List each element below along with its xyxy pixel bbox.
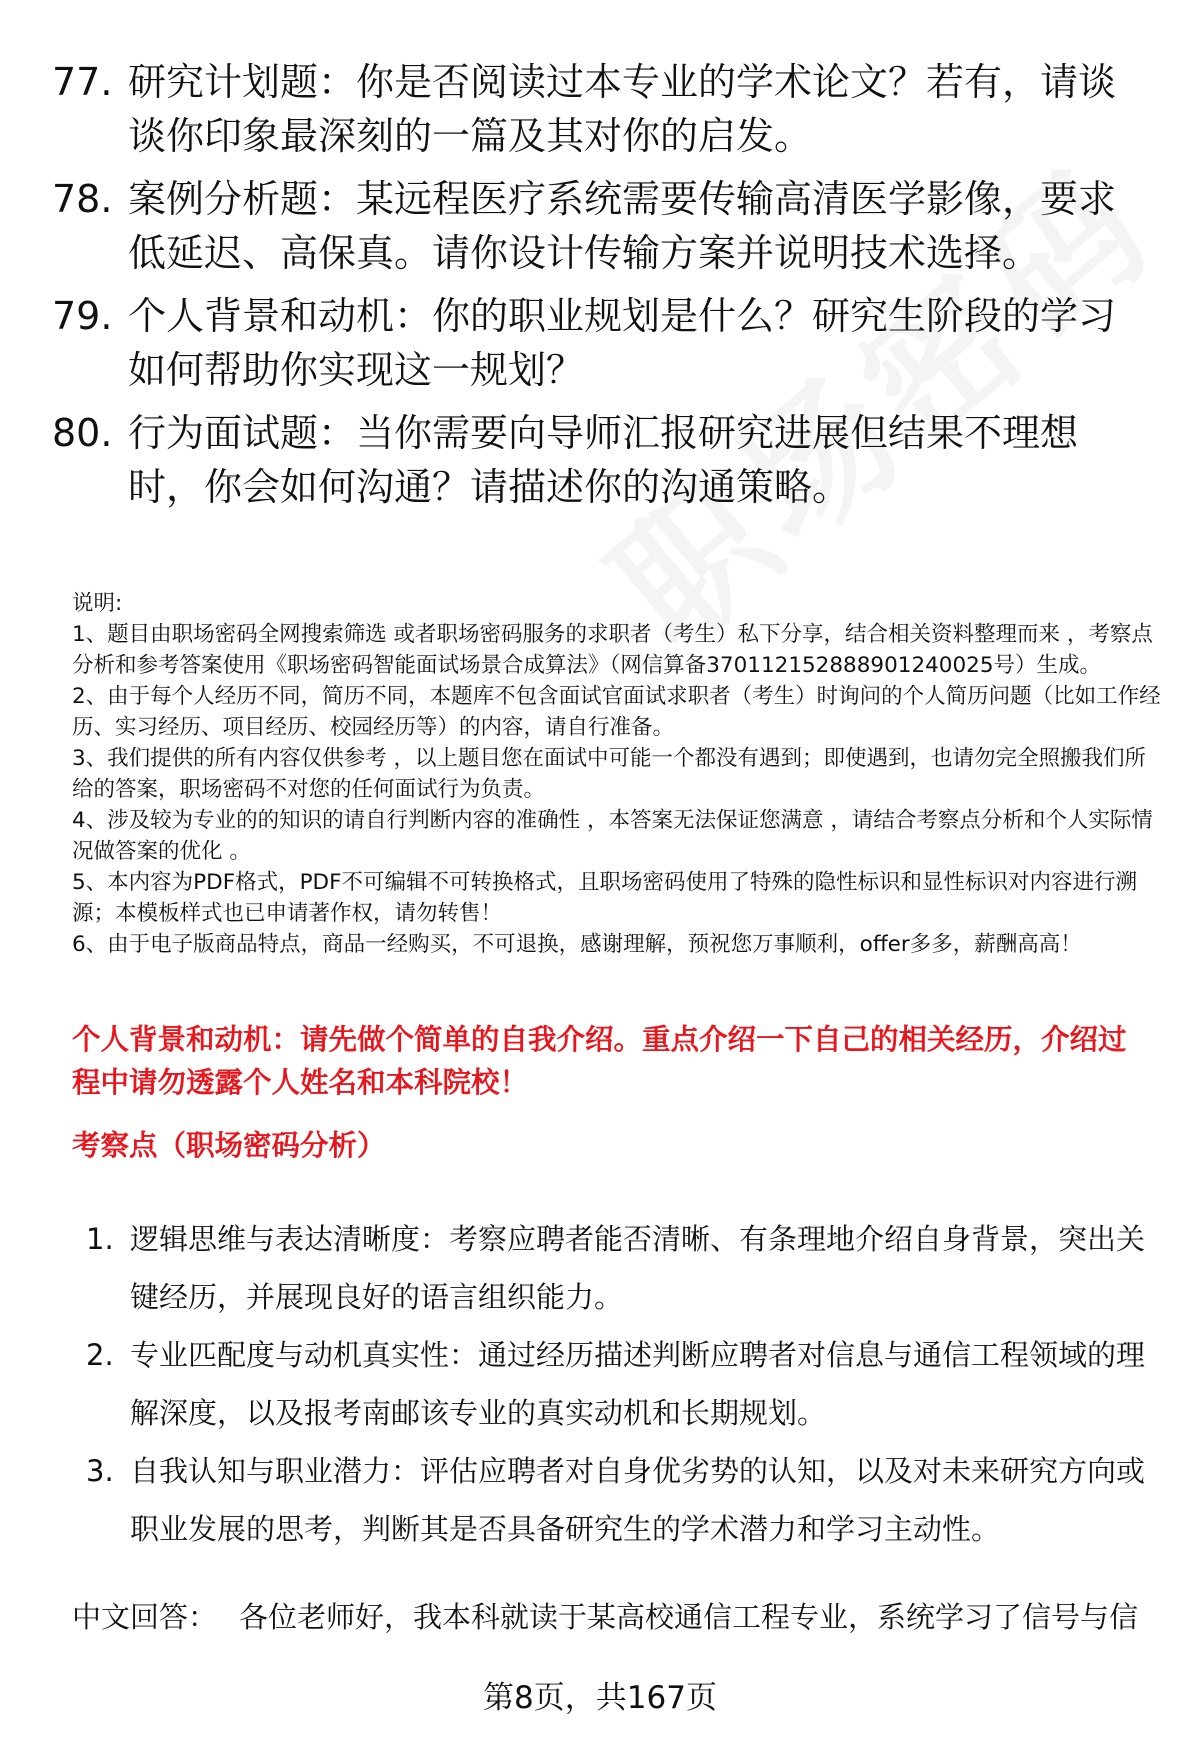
question-text: 行为面试题：当你需要向导师汇报研究进展但结果不理想时，你会如何沟通？请描述你的沟通策略。 [128,411,1079,509]
point-text: 自我认知与职业潜力：评估应聘者对自身优劣势的认知，以及对未来研究方向或职业发展的思考，判断其是否具备研究生的学术潜力和学习主动性。 [130,1454,1146,1546]
note-item: 5、本内容为PDF格式，PDF不可编辑不可转换格式，且职场密码使用了特殊的隐性标识和显性标识对内容进行溯源；本模板样式也已申请著作权，请勿转售！ [72,870,1137,926]
question-text: 个人背景和动机：你的职业规划是什么？研究生阶段的学习如何帮助你实现这一规划？ [128,294,1117,392]
question-text: 案例分析题：某远程医疗系统需要传输高清医学影像，要求低延迟、高保真。请你设计传输方案并说明技术选择。 [128,177,1117,275]
point-text: 专业匹配度与动机真实性：通过经历描述判断应聘者对信息与通信工程领域的理解深度，以及报考南邮该专业的真实动机和长期规划。 [130,1338,1146,1430]
note-item: 2、由于每个人经历不同，简历不同，本题库不包含面试官面试求职者（考生）时询问的个人简历问题（比如工作经历、实习经历、项目经历、校园经历等）的内容，请自行准备。 [72,684,1161,740]
question-77 [52,55,1152,163]
question-number: 77. [52,60,113,104]
question-number: 78. [52,177,113,221]
chinese-answer [72,1596,1172,1638]
page-number: 第8页，共167页 [483,1680,717,1716]
question-78 [52,172,1152,280]
note-item: 6、由于电子版商品特点，商品一经购买，不可退换，感谢理解，预祝您万事顺利，offer多多，薪酬高高！ [72,932,1082,957]
analysis-point [86,1442,1166,1558]
question-79 [52,289,1152,397]
point-number: 2. [86,1338,114,1372]
point-text: 逻辑思维与表达清晰度：考察应聘者能否清晰、有条理地介绍自身背景，突出关键经历，并展现良好的语言组织能力。 [130,1222,1146,1314]
question-text: 研究计划题：你是否阅读过本专业的学术论文？若有，请谈谈你印象最深刻的一篇及其对你的启发。 [128,60,1117,158]
question-80 [52,406,1152,514]
question-number: 79. [52,294,113,338]
notes-title: 说明: [72,591,123,616]
point-number: 3. [86,1454,114,1488]
analysis-heading: 考察点（职场密码分析） [72,1129,386,1162]
analysis-point [86,1326,1166,1442]
note-item: 3、我们提供的所有内容仅供参考 ，以上题目您在面试中可能一个都没有遇到；即使遇到，也请勿完全照搬我们所给的答案，职场密码不对您的任何面试行为负责。 [72,746,1147,802]
point-number: 1. [86,1222,114,1256]
question-number: 80. [52,411,113,455]
analysis-points [86,1210,1166,1558]
answer-label: 中文回答： [72,1600,218,1634]
highlight-question: 个人背景和动机：请先做个简单的自我介绍。重点介绍一下自己的相关经历，介绍过程中请勿透露个人姓名和本科院校！ [72,1023,1127,1099]
disclaimer-notes [72,588,1162,960]
note-item: 1、题目由职场密码全网搜索筛选 或者职场密码服务的求职者（考生）私下分享，结合相关资料整理而来 ，考察点分析和参考答案使用《职场密码智能面试场景合成算法》（网信算备370112152888901240025号）生成。 [72,622,1153,678]
note-item: 4、涉及较为专业的的知识的请自行判断内容的准确性 ，本答案无法保证您满意 ，请结合考察点分析和个人实际情况做答案的优化 。 [72,808,1153,864]
analysis-point [86,1210,1166,1326]
answer-text: 各位老师好，我本科就读于某高校通信工程专业，系统学习了信号与信 [239,1600,1139,1634]
